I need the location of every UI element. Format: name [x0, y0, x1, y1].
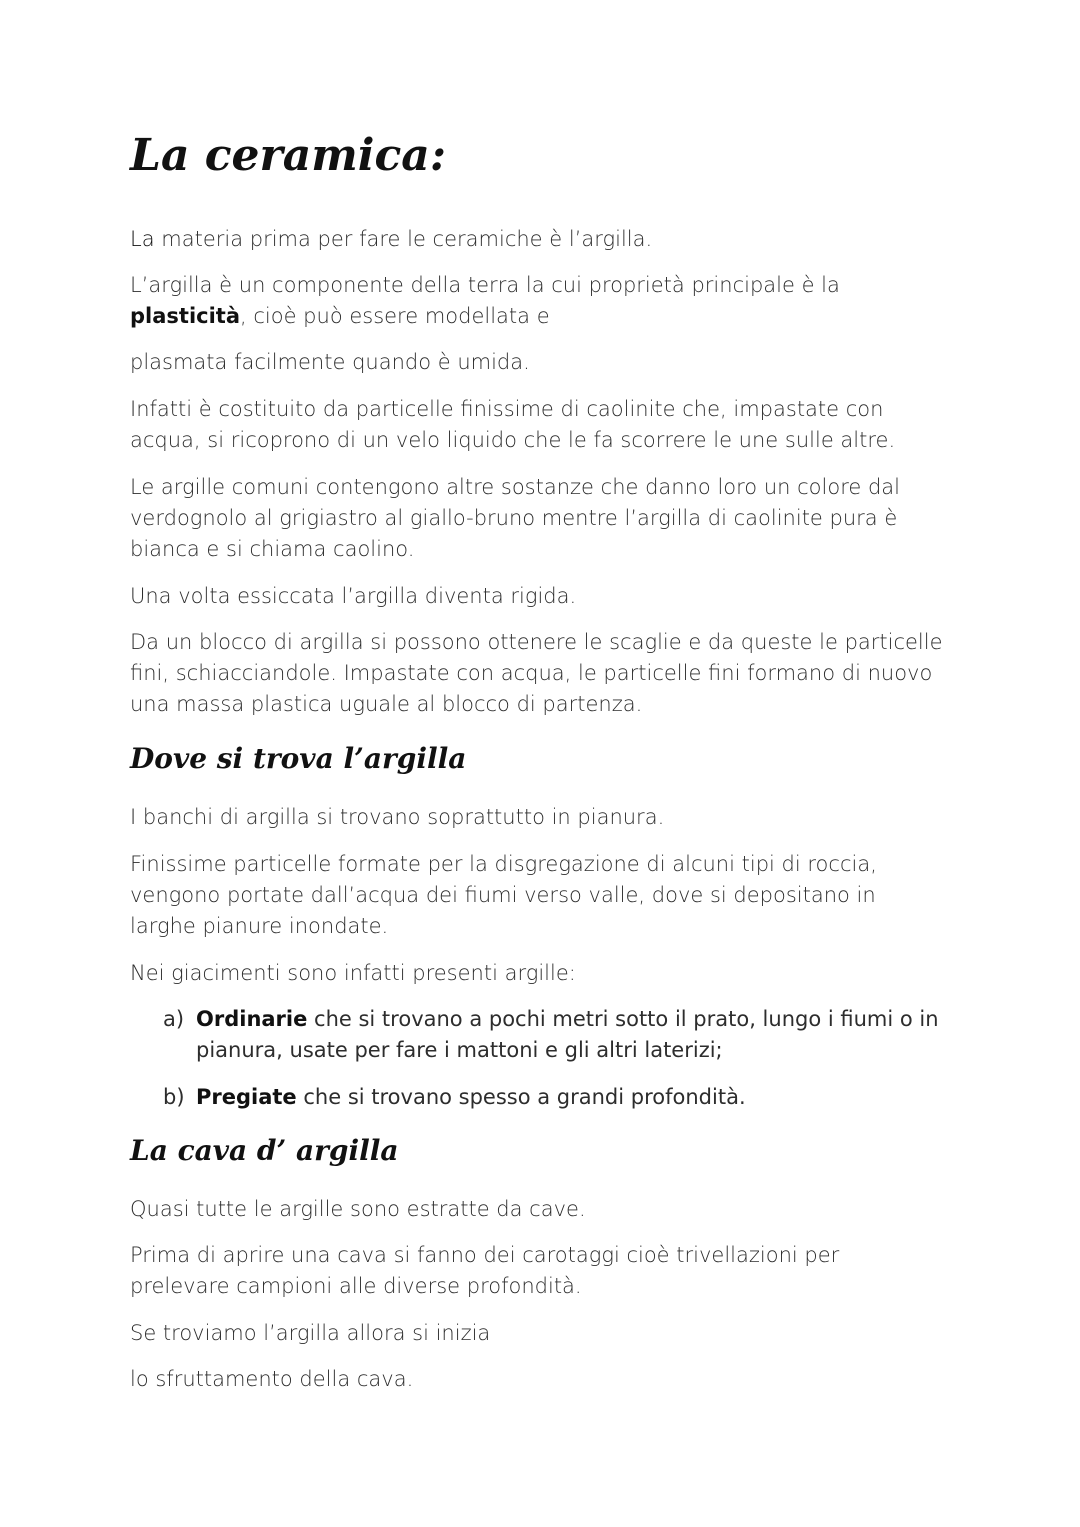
- section-heading-dove: Dove si trova l’argilla: [130, 742, 467, 775]
- paragraph-particelle: Finissime particelle formate per la disgregazione di alcuni tipi di roccia, vengono portate dall’acqua dei fiumi verso valle, dove si depositano in larghe pianure inondate.: [130, 852, 877, 938]
- list-item-ordinarie: [163, 1004, 956, 1066]
- paragraph-plasticity-after: , cioè può essere modellata e: [240, 304, 550, 328]
- page-title: La ceramica:: [130, 130, 447, 181]
- list-marker: b): [163, 1085, 185, 1109]
- paragraph-blocco: Da un blocco di argilla si possono ottenere le scaglie e da queste le particelle fini, schiacciandole. Impastate con acqua, le particelle fini formano di nuovo una massa plastica uguale al blocco di partenza.: [130, 630, 943, 716]
- paragraph-plasticity: [130, 270, 945, 332]
- list-item-text: che si trovano spesso a grandi profondità.: [296, 1085, 746, 1109]
- paragraph-colori: Le argille comuni contengono altre sostanze che danno loro un colore dal verdognolo al grigiastro al giallo-bruno mentre l’argilla di caolinite pura è bianca e si chiama caolino.: [130, 475, 900, 561]
- paragraph-plasmata: plasmata facilmente quando è umida.: [130, 350, 530, 374]
- paragraph-intro-first: La: [130, 227, 155, 251]
- paragraph-intro: [130, 224, 945, 255]
- list-marker: a): [163, 1007, 185, 1031]
- paragraph-troviamo: Se troviamo l’argilla allora si inizia: [130, 1321, 491, 1345]
- list-item-text: che si trovano a pochi metri sotto il prato, lungo i fiumi o in pianura, usate per fare i mattoni e gli altri laterizi;: [196, 1007, 939, 1062]
- paragraph-banchi: I banchi di argilla si trovano soprattutto in pianura.: [130, 805, 665, 829]
- paragraph-intro-rest: materia prima per fare le ceramiche è l’argilla.: [154, 227, 653, 251]
- keyword-ordinarie: Ordinarie: [196, 1007, 308, 1031]
- list-item-pregiate: [163, 1082, 956, 1113]
- paragraph-caolinite: Infatti è costituito da particelle finissime di caolinite che, impastate con acqua, si ricoprono di un velo liquido che le fa scorrere le une sulle altre.: [130, 397, 896, 452]
- paragraph-cave: Quasi tutte le argille sono estratte da cave.: [130, 1197, 586, 1221]
- paragraph-giacimenti: Nei giacimenti sono infatti presenti argille:: [130, 961, 576, 985]
- keyword-pregiate: Pregiate: [196, 1085, 297, 1109]
- paragraph-essiccata: Una volta essiccata l’argilla diventa rigida.: [130, 584, 577, 608]
- paragraph-carotaggi: Prima di aprire una cava si fanno dei carotaggi cioè trivellazioni per prelevare campioni alle diverse profondità.: [130, 1243, 840, 1298]
- keyword-plasticita: plasticità: [130, 304, 240, 328]
- section-heading-cava: La cava d’ argilla: [130, 1134, 399, 1167]
- paragraph-plasticity-before: L’argilla è un componente della terra la cui proprietà principale è la: [130, 273, 840, 297]
- paragraph-sfruttamento: lo sfruttamento della cava.: [130, 1367, 414, 1391]
